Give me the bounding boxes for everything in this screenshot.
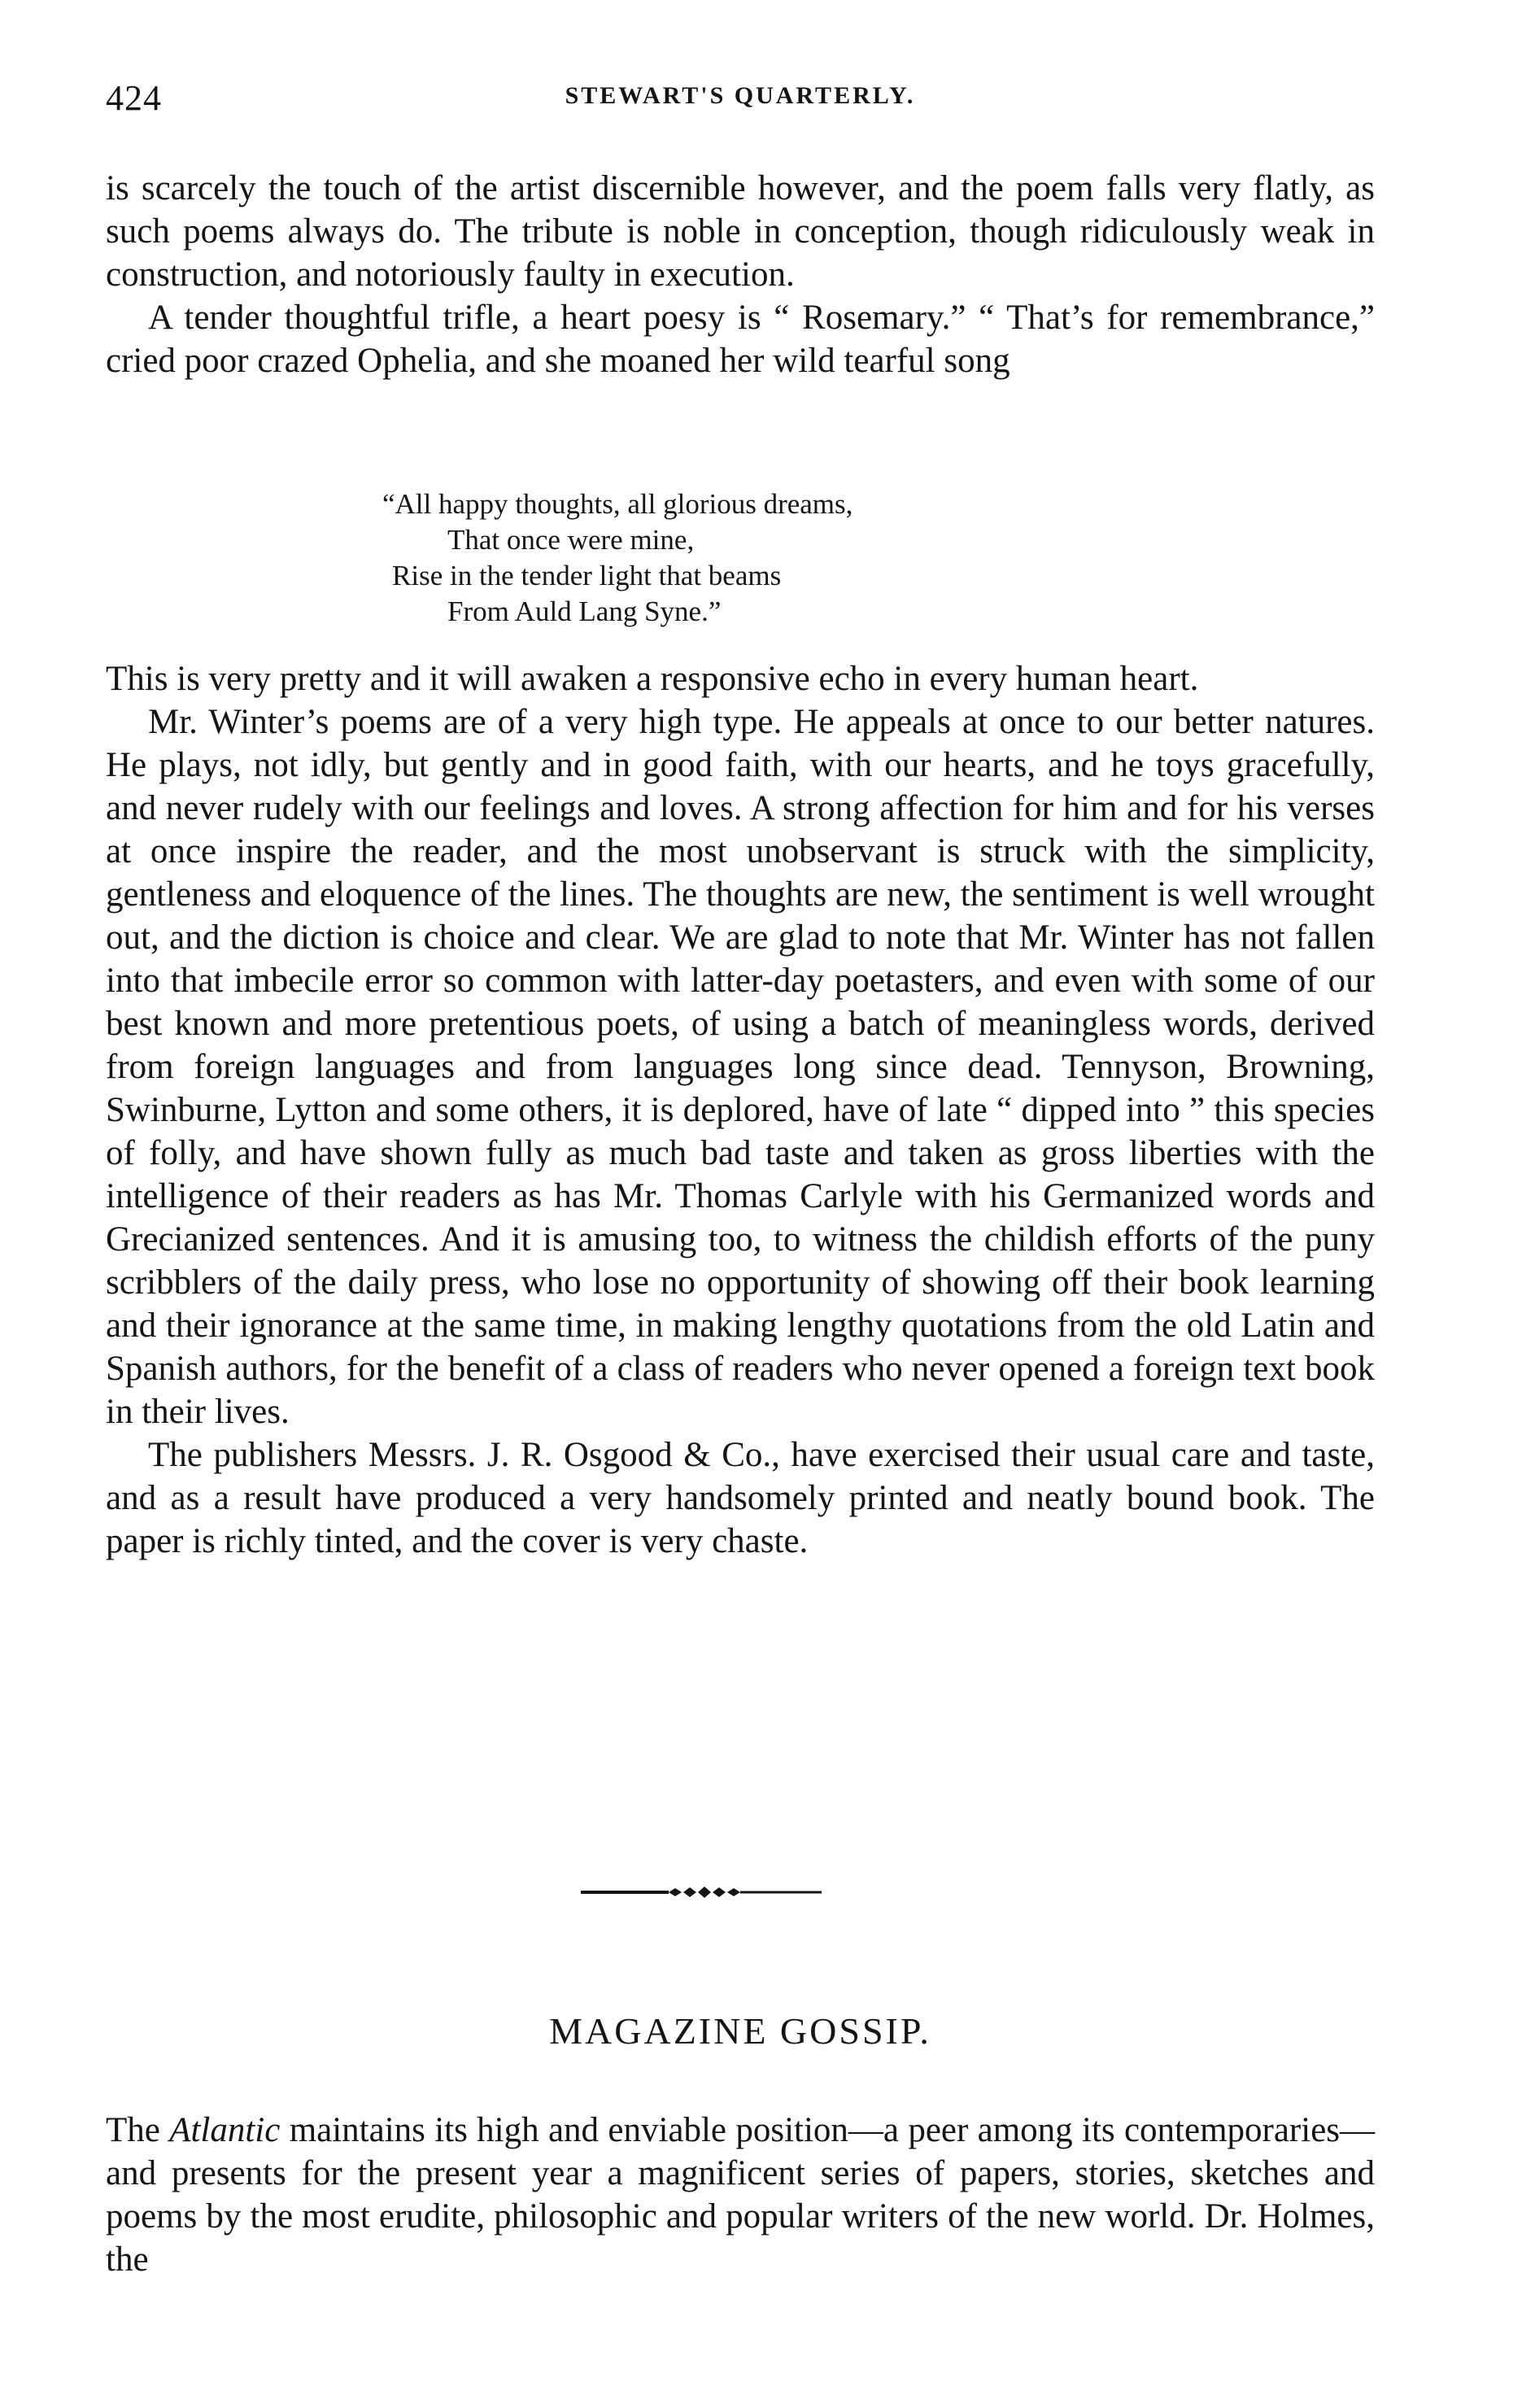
gossip-text-body: maintains its high and enviable position—a peer among its contemporaries—and presents for the present year a magnificent series of papers, stories, sketches and poems by the most erudite, philosophic and popular writers of the new world. Dr. Holmes, the: [106, 2111, 1376, 2279]
page-number: 424: [106, 78, 162, 118]
review-paragraph-4: Mr. Winter’s poems are of a very high type. He appeals at once to our better natures. He plays, not idly, but gently and in good faith, with our hearts, and he toys gracefully, and never rudely with our feelings and loves. A strong affection for him and for his verses at once inspire the reader, and the most unobservant is struck with the simplicity, gentleness and eloquence of the lines. The thoughts are new, the sentiment is well wrought out, and the diction is choice and clear. We are glad to note that Mr. Winter has not fallen into that imbecile error so common with latter-day poetasters, and even with some of our best known and more pretentious poets, of using a batch of meaningless words, derived from foreign languages and from languages long since dead. Tennyson, Browning, Swinburne, Lytton and some others, it is deplored, have of late “ dipped into ” this species of folly, and have shown fully as much bad taste and taken as gross liberties with the intelligence of their readers as has Mr. Thomas Carlyle with his Germanized words and Grecianized sentences. And it is amusing too, to witness the childish efforts of the puny scribblers of the daily press, who lose no opportunity of showing off their book learning and their ignorance at the same time, in making lengthy quotations from the old Latin and Spanish authors, for the benefit of a class of readers who never opened a foreign text book in their lives.: [106, 703, 1375, 1431]
section-title: MAGAZINE GOSSIP.: [549, 2010, 931, 2052]
review-paragraph-2: A tender thoughtful trifle, a heart poesy is “ Rosemary.” “ That’s for remembrance,” cried poor crazed Ophelia, and she moaned her wild tearful song: [106, 299, 1375, 380]
ornamental-divider: [579, 1884, 823, 1900]
journal-title: STEWART'S QUARTERLY.: [565, 82, 916, 109]
poem-quotation: [382, 486, 1114, 630]
gossip-intro-word: The: [106, 2111, 160, 2149]
review-paragraph-1: is scarcely the touch of the artist discernible however, and the poem falls very flatly, as such poems always do. The tribute is noble in conception, though ridiculously weak in construction, and notoriously faulty in execution.: [106, 169, 1375, 294]
running-head: [106, 77, 1375, 126]
poem-line: That once were mine,: [447, 524, 695, 556]
review-paragraph-3: This is very pretty and it will awaken a responsive echo in every human heart.: [106, 660, 1199, 698]
poem-line: “All happy thoughts, all glorious dreams,: [382, 488, 853, 520]
poem-line: From Auld Lang Syne.”: [447, 595, 722, 627]
poem-line: Rise in the tender light that beams: [392, 560, 782, 591]
review-upper-text: [106, 167, 1375, 382]
gossip-paragraph-1: [106, 2109, 1375, 2281]
gossip-text: [106, 2109, 1375, 2281]
review-paragraph-5: The publishers Messrs. J. R. Osgood & Co., have exercised their usual care and taste, and as a result have produced a very handsomely printed and neatly bound book. The paper is richly tinted, and the cover is very chaste.: [106, 1436, 1375, 1560]
review-lower-text: [106, 657, 1375, 1563]
magazine-name: Atlantic: [169, 2111, 281, 2149]
